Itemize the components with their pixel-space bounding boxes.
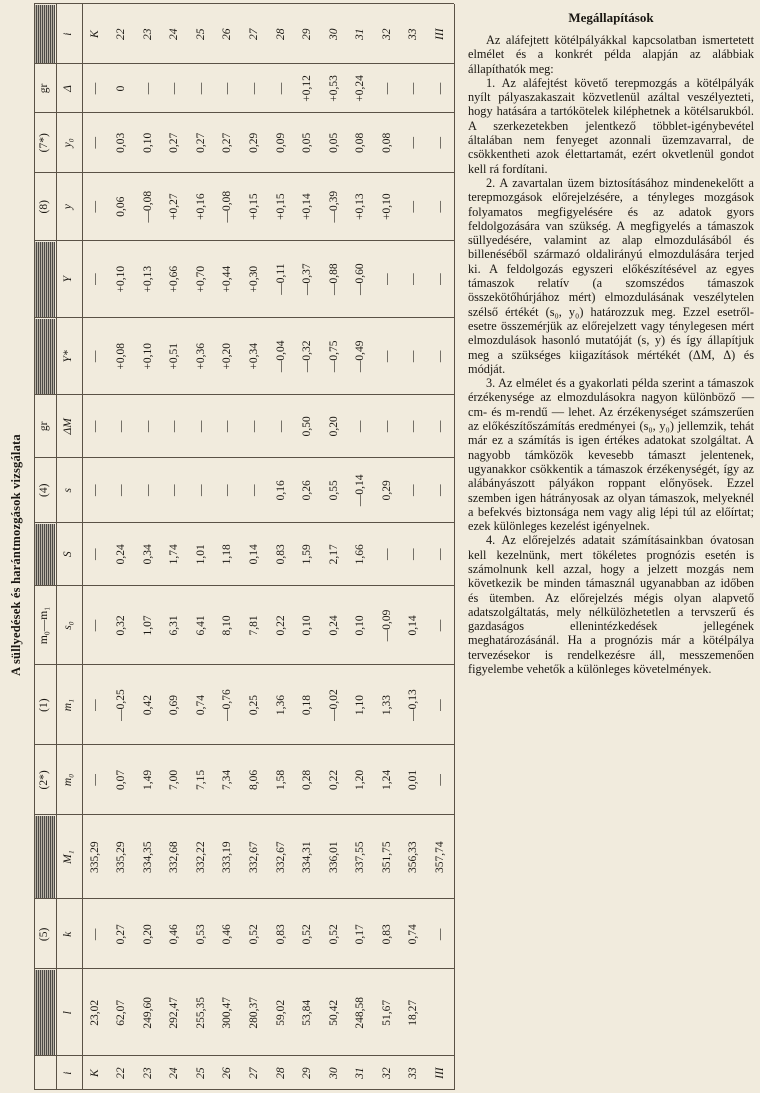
table-cell: +0,44 (221, 265, 234, 293)
table-cell: — (407, 420, 420, 433)
table-cell: — (88, 137, 101, 149)
table-cell: 0,18 (301, 695, 314, 716)
group-header: (2*) (38, 770, 51, 790)
table-cell: 1,36 (274, 695, 287, 716)
column-header: ΔM (62, 418, 75, 435)
table-cell: 33 (407, 1067, 420, 1079)
header-shading (35, 524, 55, 585)
table-cell: — (433, 928, 446, 941)
group-header: (8) (38, 200, 51, 214)
table-cell: 24 (168, 1067, 181, 1079)
table-cell: 0,29 (247, 132, 260, 153)
table-cell: — (274, 420, 287, 433)
table-cell: 0,20 (327, 416, 340, 437)
table-cell: 0,14 (407, 615, 420, 636)
table-cell: — (407, 350, 420, 363)
table-cell: 0,52 (327, 924, 340, 945)
table-cell: 0,05 (301, 132, 314, 153)
table-cell: — (194, 484, 207, 497)
table-cell: 0,27 (221, 132, 234, 153)
table-cell: 0,08 (354, 132, 367, 153)
table-cell: 0,28 (301, 769, 314, 790)
table-cell: — (433, 774, 446, 786)
header-shading (35, 319, 55, 394)
table-cell: 25 (194, 1067, 207, 1079)
table-cell: 0,27 (194, 132, 207, 153)
table-cell: — (141, 484, 154, 497)
table-cell: 18,27 (407, 999, 420, 1026)
table-cell: — (380, 273, 393, 285)
table-cell: — (88, 774, 101, 786)
table-cell: — (88, 928, 101, 941)
column-header: Y* (62, 350, 75, 363)
table-cell: — (380, 420, 393, 433)
table-cell: 8,10 (221, 615, 234, 636)
table-cell: +0,27 (168, 193, 181, 221)
table-cell: 351,75 (380, 841, 393, 873)
table-cell: — (407, 273, 420, 285)
table-cell: —0,08 (141, 190, 154, 223)
table-cell: 23 (141, 28, 154, 40)
group-header: (4) (38, 483, 51, 498)
table-cell: —0,04 (274, 340, 287, 373)
table-cell: 0,83 (380, 924, 393, 945)
table-cell: +0,08 (115, 343, 128, 370)
table-cell: — (433, 699, 446, 711)
table-cell: 0,69 (168, 695, 181, 716)
table-cell: —0,08 (221, 190, 234, 223)
table-cell: — (141, 82, 154, 95)
group-header: (7*) (38, 133, 51, 153)
table-cell: 2,17 (327, 544, 340, 565)
table-cell: 7,15 (194, 769, 207, 790)
table-cell: —0,37 (301, 263, 314, 295)
table-cell: 32 (380, 1067, 393, 1079)
table-cell: +0,10 (380, 193, 393, 221)
table-cell: — (221, 82, 234, 95)
table-cell: — (88, 420, 101, 433)
table-cell: 1,10 (354, 695, 367, 716)
table-cell: 26 (221, 1067, 234, 1079)
table-cell: 280,37 (247, 996, 260, 1029)
table-cell: 0,52 (301, 924, 314, 945)
table-cell: 0,08 (380, 132, 393, 153)
table-cell: 29 (301, 28, 314, 40)
table-cell: 23,02 (88, 999, 101, 1026)
table-cell: — (380, 548, 393, 561)
table-cell: — (433, 273, 446, 285)
table-cell: +0,53 (327, 75, 340, 102)
paragraph-3: 3. Az elmélet és a gyakorlati példa szerint a támaszok érzékenysége az elmozdulásokra nagyon különböző — cm- és m-rendű — lehet. Az érzékenységet számszerűen az előkészítőszámítás eredményei (s₀, y₀) jellemzik, tehát már ez a számítás is igen értékes adatokat szolgáltat. A nagyobb támközök kevesebb támaszt jelentenek, ugyanakkor csökkentik a támaszok érzékenységét, így az alábányászott pályákon roppant előnyösek. Ezzel szemben igen hátrányosak az olyan támaszok, melyeknél a befekvés biztonsága nem vagy alig lépi túl az előírtat; ezek különleges kezelést igényelnek. (468, 376, 754, 534)
table-cell: +0,13 (354, 193, 367, 221)
table-cell: 8,06 (247, 769, 260, 790)
table-cell: — (247, 484, 260, 497)
table-cell: 1,24 (380, 769, 393, 790)
table-cell: 0,07 (115, 769, 128, 790)
table-cell: — (407, 548, 420, 561)
table-cell: +0,70 (194, 265, 207, 293)
table-cell: 1,20 (354, 769, 367, 790)
header-shading (35, 242, 55, 317)
paragraph-4: 4. Az előrejelzés adatait számításainkban óvatosan kell kezelnünk, mert tökéletes prognózis esetén is számolnunk kell azzal, hogy a jelzett mozgás nem következik be minden támasznál ugyanabban az időben és ütemben. Az előrejelzés mégis olyan alapvető adatszolgáltatás, mely nélkülözhetetlen a tervszerű és gazdaságos ellenintézkedések jellegének meghatározásánál. Ha a prognózis már a kötélpálya tervezésekor is rendelkezésre áll, messzemenően figyelembe vehetők a különleges követelmények. (468, 533, 754, 677)
column-header: s₀ (62, 621, 75, 630)
table-cell: 27 (247, 28, 260, 40)
table-cell: 0,52 (247, 924, 260, 945)
paragraph-2: 2. A zavartalan üzem biztosításához mindenekelőtt a terepmozgások előrejelzésére, a tényleges mozgások folyamatos megfigyelésére és az adatok gyors feldolgozására van szükség. A megfigyelés a támaszok süllyedésére, valamint az alap elmozdulásából és billenéséből származó oldalirányú elmozdulására terjed ki. A feldolgozás egyszeri előkészítésével az egyes támaszok relatív (a szomszédos támaszok összekötőhúrjához mért) elmozdulásának veszélytelen szélső értékét (s₀, y₀) határozzuk meg. Ezzel esetről-esetre összemérjük az előrejelzett vagy ténylegesen mért elmozdulások hasonló mutatóját (s, y) és így állapítjuk meg a szükséges kiigazítások mértékét (ΔM, Δ) és módját. (468, 175, 754, 376)
header-shading (35, 816, 55, 898)
column-header: l (62, 1011, 75, 1015)
table-cell: 0,24 (327, 615, 340, 636)
table-cell: — (407, 484, 420, 497)
table-cell: 332,67 (247, 841, 260, 873)
header-shading (35, 5, 55, 63)
group-header: m₀—m₁ (38, 606, 51, 645)
table-cell: +0,16 (194, 193, 207, 221)
table-cell: 0,03 (115, 132, 128, 153)
table-cell: 333,19 (221, 841, 234, 873)
table-cell: 357,74 (433, 841, 446, 873)
table-cell: 0,14 (247, 544, 260, 565)
table-cell: 334,31 (301, 841, 314, 873)
table-cell: —0,60 (354, 263, 367, 295)
table-cell: — (141, 420, 154, 433)
table-cell: — (247, 82, 260, 95)
table-cell: +0,10 (141, 343, 154, 370)
column-header: y₀ (62, 138, 75, 148)
table-cell: 248,58 (354, 996, 367, 1029)
table-cell: — (354, 420, 367, 433)
table-cell: 0,46 (221, 924, 234, 945)
table-cell: III (433, 1067, 446, 1079)
table-cell: 332,22 (194, 841, 207, 873)
table-cell: 7,81 (247, 615, 260, 636)
table-cell: 1,01 (194, 544, 207, 565)
table-cell: 1,07 (141, 615, 154, 636)
table-cell: 23 (141, 1067, 154, 1079)
table-cell: —0,75 (327, 340, 340, 373)
table-cell: — (88, 484, 101, 497)
table-cell: — (88, 548, 101, 561)
table-cell: 7,00 (168, 769, 181, 790)
table-cell: — (380, 350, 393, 363)
table-cell: +0,15 (274, 193, 287, 221)
table-cell: — (168, 82, 181, 95)
table-cell: — (115, 484, 128, 497)
table-cell: 0,22 (274, 615, 287, 636)
table-cell: 255,35 (194, 996, 207, 1029)
table-cell: +0,34 (247, 343, 260, 370)
table-cell: — (407, 82, 420, 95)
table-cell: —0,39 (327, 190, 340, 223)
table-cell: —0,49 (354, 340, 367, 373)
table-cell: —0,25 (115, 689, 128, 721)
table-cell: 0,10 (301, 615, 314, 636)
table-cell: — (433, 137, 446, 149)
table-cell: K (88, 1069, 101, 1077)
table-cell: 356,33 (407, 841, 420, 873)
table-cell: 0,74 (194, 695, 207, 716)
table-cell: — (168, 420, 181, 433)
table-cell: 27 (247, 1067, 260, 1079)
table-cell: 30 (327, 1067, 340, 1079)
table-cell: 1,33 (380, 695, 393, 716)
table-cell: 336,01 (327, 841, 340, 873)
data-table (34, 4, 454, 1090)
table-cell: 29 (301, 1067, 314, 1079)
table-cell: — (88, 350, 101, 363)
table-cell: — (407, 137, 420, 149)
table-cell: 1,18 (221, 544, 234, 565)
findings-column (468, 10, 754, 676)
table-cell: 1,49 (141, 769, 154, 790)
table-cell: 332,68 (168, 841, 181, 873)
table-cell: 0,10 (354, 615, 367, 636)
table-cell: 0,16 (274, 480, 287, 501)
table-cell: 337,55 (354, 841, 367, 873)
table-cell: — (194, 420, 207, 433)
table-cell: 0,20 (141, 924, 154, 945)
table-wrapper (34, 4, 454, 1090)
table-cell: +0,66 (168, 265, 181, 293)
header-shading (35, 970, 55, 1055)
table-cell: 50,42 (327, 999, 340, 1026)
table-cell: 0,24 (115, 544, 128, 565)
column-header: M₁ (62, 850, 75, 864)
table-cell: — (433, 484, 446, 497)
table-cell: — (433, 548, 446, 561)
paragraph-1: 1. Az aláfejtést követő terepmozgás a kötélpályák nyílt pályaszakaszait közvetlenül azáltal veszélyezteti, hogy hatására a tartókötelek kiléphetnek a kötélsarukból. A szerkezetekben jelentkező többlet-igénybevétel általában nem fenyeget azonnali üzemzavarral, de csökkentheti azok élettartamát, ezért okvetlenül gondot kell rá fordítani. (468, 75, 754, 176)
section-title: Megállapítások (568, 10, 654, 25)
table-cell: — (433, 82, 446, 95)
table-cell: — (433, 350, 446, 363)
table-cell: 0,01 (407, 769, 420, 790)
table-cell: 22 (115, 28, 128, 40)
table-cell: 0,55 (327, 480, 340, 501)
table-cell: +0,13 (141, 265, 154, 293)
table-cell: 249,60 (141, 996, 154, 1029)
table-cell: —0,13 (407, 689, 420, 721)
table-cell: —0,02 (327, 689, 340, 721)
table-cell: —0,11 (274, 263, 287, 295)
table-cell: +0,36 (194, 343, 207, 370)
table-cell: 300,47 (221, 996, 234, 1029)
column-header: y (62, 204, 75, 210)
table-cell: 7,34 (221, 769, 234, 790)
table-cell: 0,46 (168, 924, 181, 945)
table-cell (427, 969, 454, 1056)
paragraph-intro: Az aláfejtett kötélpályákkal kapcsolatban ismertetett elmélet és a konkrét példa alapján az alábbiak állapíthatók meg: (468, 33, 754, 76)
table-cell: — (88, 200, 101, 213)
table-cell: 0,74 (407, 924, 420, 945)
table-cell: — (88, 699, 101, 711)
table-cell: 334,35 (141, 841, 154, 873)
table-cell: III (433, 28, 446, 40)
table-cell: 6,31 (168, 615, 181, 636)
column-header: S (62, 551, 75, 558)
table-cell: 28 (274, 1067, 287, 1079)
table-cell: —0,09 (380, 609, 393, 642)
table-cell: 30 (327, 28, 340, 40)
table-cell: +0,15 (247, 193, 260, 221)
table-cell: 0,26 (301, 480, 314, 501)
table-cell: 0,42 (141, 695, 154, 716)
table-cell: 1,66 (354, 544, 367, 565)
table-cell: — (168, 484, 181, 497)
table-cell: —0,76 (221, 689, 234, 721)
table-cell: 33 (407, 28, 420, 40)
table-cell: 0,53 (194, 924, 207, 945)
group-header: (1) (38, 698, 51, 712)
table-cell: 0,17 (354, 924, 367, 945)
table-cell: 335,29 (115, 841, 128, 873)
table-cell: 31 (354, 1067, 367, 1079)
table-cell: —0,32 (301, 340, 314, 373)
table-cell: 0,50 (301, 416, 314, 437)
table-cell: 28 (274, 28, 287, 40)
table-title: A süllyedések és harántmozgások vizsgálata (9, 434, 23, 676)
table-cell: — (221, 420, 234, 433)
table-cell: 335,29 (88, 841, 101, 873)
table-cell: 26 (221, 28, 234, 40)
table-cell: 1,58 (274, 769, 287, 790)
column-header: m₁ (62, 698, 75, 712)
table-cell: 0,27 (115, 924, 128, 945)
column-header: i (62, 32, 75, 36)
table-cell: 25 (194, 28, 207, 40)
table-cell: 0,27 (168, 132, 181, 153)
table-cell: — (274, 82, 287, 95)
column-header: s (62, 488, 75, 493)
table-cell: +0,10 (115, 265, 128, 293)
table-cell: 0,10 (141, 132, 154, 153)
table-cell: +0,14 (301, 193, 314, 221)
table-cell: —0,88 (327, 263, 340, 295)
table-cell: 0,25 (247, 695, 260, 716)
column-header: Δ (62, 85, 75, 92)
table-cell: 0,06 (115, 196, 128, 217)
row-rule (454, 4, 455, 1090)
table-cell: 0,83 (274, 924, 287, 945)
table-cell: — (194, 82, 207, 95)
table-cell: — (433, 200, 446, 213)
column-header: k (62, 931, 75, 937)
table-cell: 59,02 (274, 999, 287, 1026)
table-cell: 1,74 (168, 544, 181, 565)
group-header: (5) (38, 927, 51, 942)
table-cell: — (380, 82, 393, 95)
table-cell: 0,29 (380, 480, 393, 501)
group-header: gr (38, 83, 51, 94)
table-cell: — (247, 420, 260, 433)
table-cell: K (88, 30, 101, 39)
table-cell: — (88, 273, 101, 285)
table-cell: 31 (354, 28, 367, 40)
table-cell: — (115, 420, 128, 433)
table-cell: 332,67 (274, 841, 287, 873)
table-cell: 51,67 (380, 999, 393, 1026)
table-cell: 53,84 (301, 999, 314, 1026)
table-cell: — (407, 200, 420, 213)
table-cell: — (433, 619, 446, 632)
table-cell: —0,14 (354, 474, 367, 507)
table-cell: 6,41 (194, 615, 207, 636)
table-cell: 0,22 (327, 769, 340, 790)
table-cell: +0,30 (247, 265, 260, 293)
group-header: gr (38, 421, 51, 432)
table-cell: +0,20 (221, 343, 234, 370)
table-cell: 292,47 (168, 996, 181, 1029)
table-cell: +0,51 (168, 343, 181, 370)
table-cell: — (88, 82, 101, 95)
table-cell: 0,32 (115, 615, 128, 636)
table-cell: — (88, 619, 101, 632)
table-cell: 22 (115, 1067, 128, 1079)
table-cell: 62,07 (115, 999, 128, 1026)
table-cell: +0,12 (301, 75, 314, 102)
table-cell: 32 (380, 28, 393, 40)
column-header: i (62, 1071, 75, 1075)
table-cell: 0 (115, 85, 128, 92)
column-header: Y (62, 275, 75, 283)
table-cell: 24 (168, 28, 181, 40)
table-cell: — (433, 420, 446, 433)
table-cell: 0,83 (274, 544, 287, 565)
table-cell: 0,34 (141, 544, 154, 565)
table-cell: +0,24 (354, 75, 367, 102)
table-cell: 0,05 (327, 132, 340, 153)
table-cell: 0,09 (274, 132, 287, 153)
column-header: m₀ (62, 773, 75, 787)
table-cell: — (221, 484, 234, 497)
table-cell: 1,59 (301, 544, 314, 565)
